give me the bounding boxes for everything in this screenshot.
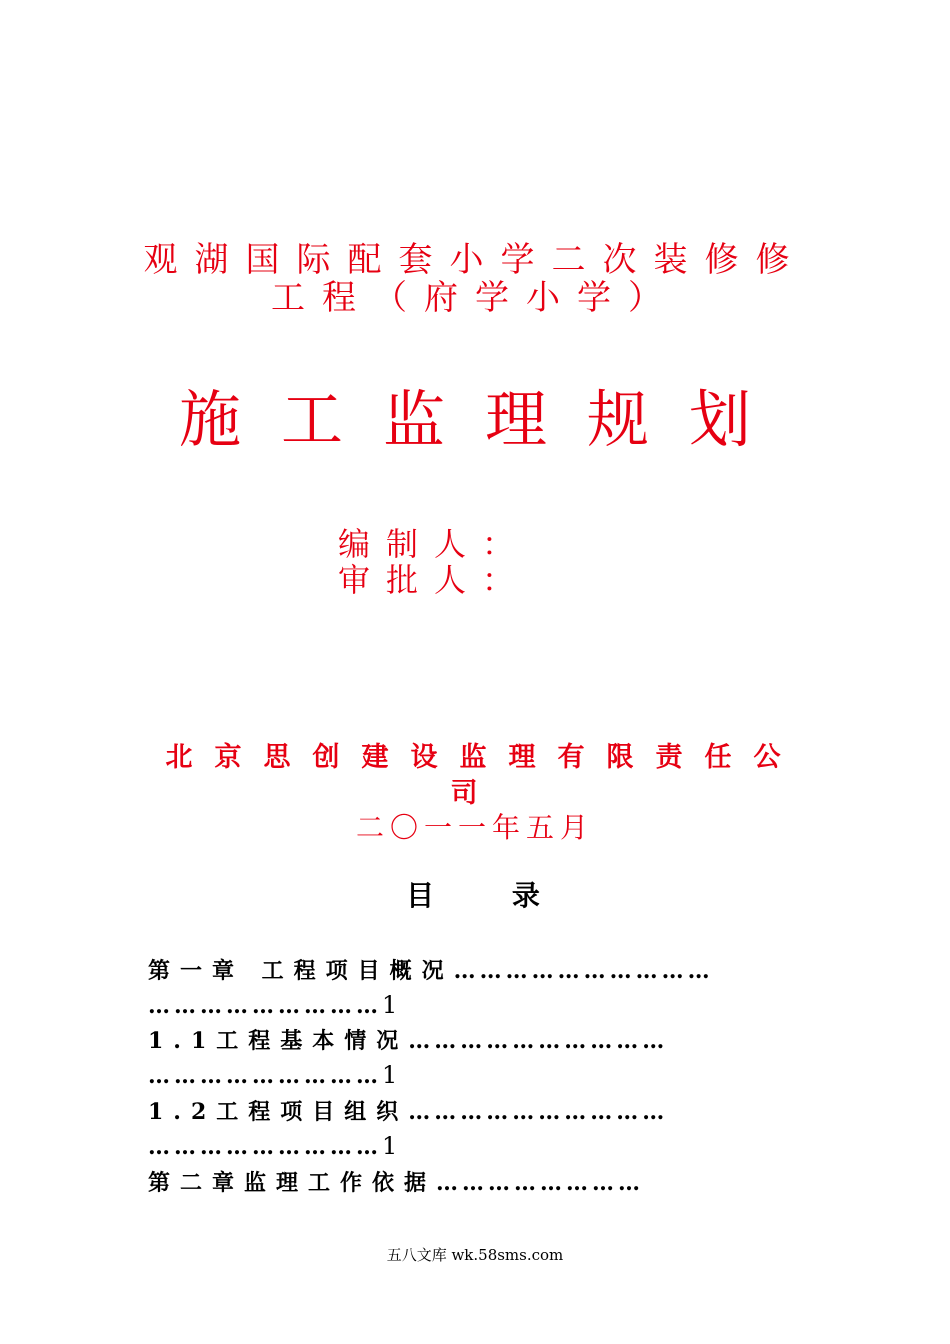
toc-entry-text: 1.2工程项目组织	[148, 1099, 409, 1125]
company-name-line-2: 司	[450, 778, 500, 809]
toc-leader-dots: …………………………	[453, 958, 714, 984]
approver-label: 审批人：	[338, 561, 531, 599]
toc-page-number: 1	[382, 1132, 398, 1160]
toc-page-number: 1	[382, 991, 398, 1019]
toc-entry-3-line-1[interactable]	[148, 1095, 810, 1129]
toc-entry-text: 第一章 工程项目概况	[148, 958, 454, 984]
toc-page-number: 1	[382, 1061, 398, 1089]
project-name-line-2: 工程（府学小学）	[271, 278, 679, 318]
compiler-label: 编制人：	[338, 525, 531, 563]
toc-entry-1-line-1[interactable]	[148, 954, 810, 988]
toc-leader-dots: ……………………	[436, 1170, 645, 1196]
toc-entry-2-line-2[interactable]	[148, 1058, 810, 1093]
footer-watermark-text: 五八文库 wk.58sms.com	[386, 1246, 564, 1264]
toc-heading: 目 录	[406, 879, 574, 912]
toc-entry-text: 第二章监理工作依据	[148, 1170, 437, 1196]
toc-entry-2-line-1[interactable]	[148, 1024, 810, 1058]
toc-entry-4-line-1[interactable]	[148, 1166, 810, 1200]
toc-entry-3-line-2[interactable]	[148, 1129, 810, 1164]
toc-leader-dots: …………………………	[408, 1099, 669, 1125]
document-title: 施工监理规划	[178, 383, 791, 456]
project-name-line-1: 观湖国际配套小学二次装修修	[143, 240, 807, 280]
toc-leader-dots: ………………………	[148, 1063, 382, 1089]
company-name-line-1: 北京思创建设监理有限责任公	[165, 742, 803, 773]
toc-leader-dots: …………………………	[408, 1028, 669, 1054]
toc-entry-1-line-2[interactable]	[148, 988, 810, 1023]
toc-leader-dots: ………………………	[148, 1134, 382, 1160]
toc-entry-text: 1.1工程基本情况	[148, 1028, 409, 1054]
toc-leader-dots: ………………………	[148, 993, 382, 1019]
document-date: 二〇一一年五月	[355, 811, 594, 844]
